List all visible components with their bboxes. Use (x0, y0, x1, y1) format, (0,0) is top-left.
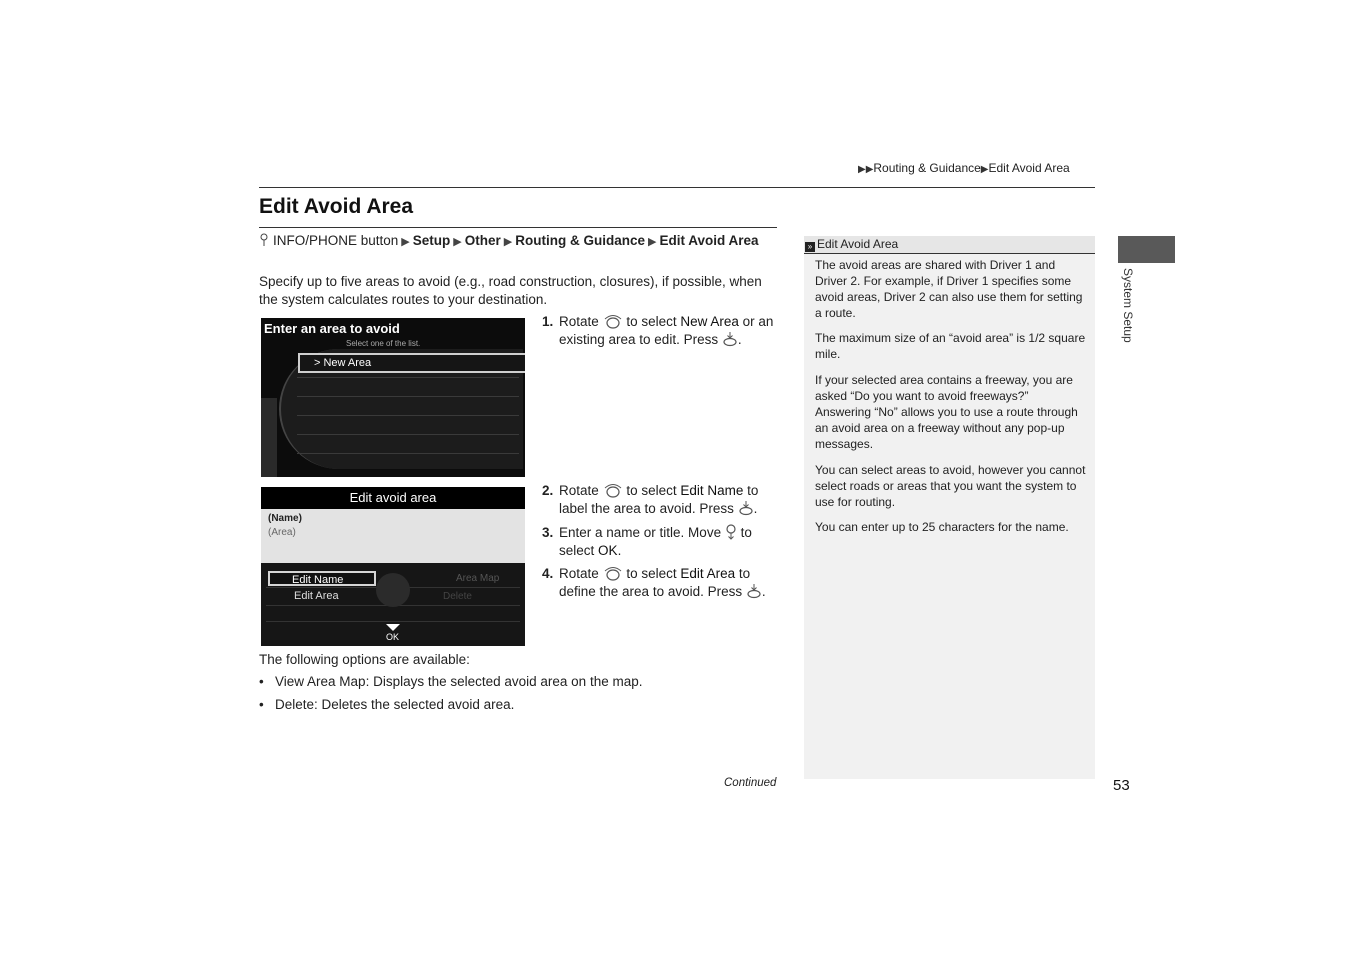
side-note-paragraph: You can enter up to 25 characters for the name. (815, 520, 1069, 534)
ok-button[interactable]: OK (386, 632, 400, 642)
side-note-paragraph: The maximum size of an “avoid area” is 1/2 square mile. (815, 331, 1086, 361)
side-note-heading (804, 236, 1095, 253)
top-divider (259, 187, 1095, 188)
step-text: to define the area to avoid. Press (559, 566, 751, 599)
rotate-knob-icon (603, 313, 623, 329)
step-4 (542, 565, 778, 601)
option-desc: : Deletes the selected avoid area. (314, 697, 515, 712)
nav-item-routing: Routing & Guidance (515, 233, 645, 248)
screen-side-bezel (261, 398, 277, 477)
press-knob-icon (746, 583, 762, 599)
nav-arrow: ▶ (401, 236, 410, 248)
screen-enter-area (261, 318, 525, 477)
options-intro: The following options are available: (259, 652, 470, 667)
step-text: Rotate (559, 566, 599, 581)
step-target: New Area (680, 314, 739, 329)
knob-icon (376, 573, 410, 607)
nav-start: INFO/PHONE button (273, 233, 399, 248)
screen-title: Edit avoid area (261, 487, 525, 509)
list-row-divider (297, 377, 519, 378)
breadcrumb-separator: ▶ (980, 164, 989, 175)
step-number: 1. (542, 314, 554, 329)
nav-arrow: ▶ (503, 236, 513, 248)
press-knob-icon (738, 500, 754, 516)
edit-name-button[interactable]: Edit Name (268, 571, 376, 586)
step-text: to select (626, 314, 677, 329)
delete-button[interactable]: Delete (443, 591, 472, 602)
title-divider (259, 227, 777, 228)
step-text: . (761, 584, 766, 599)
side-note-divider (804, 253, 1095, 254)
view-area-map-button[interactable]: Area Map (456, 573, 500, 584)
step-text: Rotate (559, 314, 599, 329)
option-desc: : Displays the selected avoid area on the map. (365, 674, 643, 689)
side-note-paragraph: You can select areas to avoid, however you cannot select roads or areas that you want the system to use for routing. (815, 463, 1086, 509)
menu-divider (266, 621, 520, 622)
step-text: to select (626, 566, 677, 581)
step-target: Edit Area (680, 566, 736, 581)
rotate-knob-icon (603, 565, 623, 581)
list-row-divider (297, 396, 519, 397)
side-note (804, 236, 1095, 779)
step-text: . (737, 332, 742, 347)
continued-label: Continued (724, 777, 777, 789)
step-number: 4. (542, 566, 554, 581)
screen-edit-avoid-area (261, 487, 525, 646)
step-3 (542, 524, 778, 560)
list-row-divider (297, 434, 519, 435)
rotate-knob-icon (603, 482, 623, 498)
page-title: Edit Avoid Area (259, 195, 414, 218)
note-marker-icon: » (805, 242, 815, 252)
list-item-new-area[interactable]: > New Area (298, 353, 525, 373)
side-note-title: Edit Avoid Area (817, 237, 899, 251)
navigation-path (259, 232, 779, 251)
nav-item-edit-avoid-area: Edit Avoid Area (659, 233, 759, 248)
step-number: 2. (542, 483, 554, 498)
screen-subtitle: Select one of the list. (346, 339, 421, 348)
breadcrumb (858, 161, 1070, 175)
area-field: (Area) (268, 527, 296, 538)
nav-arrow: ▶ (647, 236, 657, 248)
step-text: to select (559, 525, 752, 558)
bullet-icon: • (259, 697, 264, 712)
page-number: 53 (1113, 777, 1130, 794)
press-knob-icon (722, 331, 738, 347)
nav-item-other: Other (464, 233, 501, 248)
section-tab-marker (1118, 236, 1175, 263)
step-text: . (617, 543, 622, 558)
breadcrumb-arrows: ▶▶ (858, 164, 874, 175)
list-row-divider (297, 415, 519, 416)
step-text: to select (626, 483, 677, 498)
option-view-area-map (259, 674, 642, 689)
section-tab-label: System Setup (1121, 268, 1135, 343)
button-icon (259, 233, 269, 247)
nav-item-setup: Setup (412, 233, 451, 248)
option-delete (259, 697, 514, 712)
breadcrumb-section: Routing & Guidance (873, 161, 981, 175)
step-1 (542, 313, 778, 349)
step-text: Rotate (559, 483, 599, 498)
side-note-paragraph: The avoid areas are shared with Driver 1 and Driver 2. For example, if Driver 1 specifies some avoid areas, Driver 2 can also use them for setting a route. (815, 258, 1083, 320)
step-target: Edit Name (680, 483, 744, 498)
move-joystick-icon (725, 524, 737, 540)
name-field: (Name) (268, 513, 302, 524)
side-note-paragraph: If your selected area contains a freeway, you are asked “Do you want to avoid freeways?” Answering “No” allows you to use a route through an avoid area on a freeway without any pop-up messages. (815, 373, 1078, 451)
bullet-icon: • (259, 674, 264, 689)
section-tab (1121, 268, 1135, 348)
intro-text: Specify up to five areas to avoid (e.g., road construction, closures), if possible, when the system calculates routes to your destination. (259, 274, 762, 307)
nav-arrow: ▶ (453, 236, 462, 248)
step-text: or an existing area to edit. Press (559, 314, 774, 347)
option-label: View Area Map (275, 674, 366, 689)
option-label: Delete (275, 697, 315, 712)
step-2 (542, 482, 778, 518)
edit-area-button[interactable]: Edit Area (294, 590, 339, 602)
breadcrumb-page: Edit Avoid Area (988, 161, 1070, 175)
screen-title: Enter an area to avoid (264, 321, 400, 336)
step-text: Enter a name or title. Move (559, 525, 722, 540)
step-target: OK (598, 543, 618, 558)
step-number: 3. (542, 525, 554, 540)
step-text: to label the area to avoid. Press (559, 483, 759, 516)
down-arrow-icon (386, 624, 400, 631)
list-row-divider (297, 453, 519, 454)
step-text: . (753, 501, 758, 516)
